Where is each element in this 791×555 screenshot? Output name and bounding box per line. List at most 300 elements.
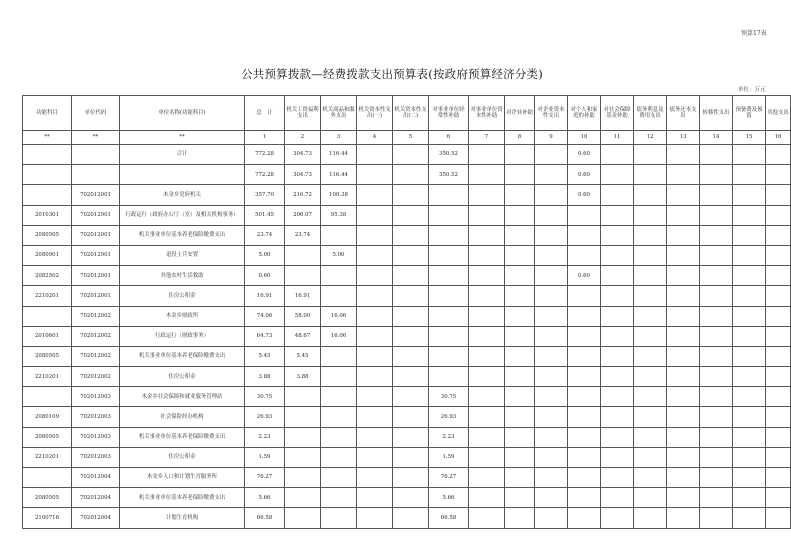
table-cell: [766, 286, 791, 306]
table-cell: 702012002: [72, 367, 120, 387]
table-cell: [733, 447, 766, 467]
table-cell: [568, 286, 601, 306]
table-cell: [733, 488, 766, 508]
table-cell: [634, 387, 667, 407]
table-cell: [429, 185, 469, 205]
table-cell: [700, 447, 733, 467]
table-cell: [285, 488, 321, 508]
table-cell: [634, 367, 667, 387]
table-cell: [568, 205, 601, 225]
table-cell: [285, 427, 321, 447]
table-cell: 0.60: [568, 145, 601, 165]
table-row: [23, 407, 791, 427]
table-cell: [601, 245, 634, 265]
table-cell: [733, 508, 766, 528]
table-cell: [321, 286, 357, 306]
column-header: 单位名称(功能科目): [120, 96, 245, 131]
table-cell: 702012002: [72, 346, 120, 366]
table-cell: [634, 245, 667, 265]
table-cell: [733, 367, 766, 387]
table-cell: [535, 266, 568, 286]
index-cell: **: [72, 131, 120, 145]
table-cell: [535, 145, 568, 165]
table-row: [23, 468, 791, 488]
table-cell: [469, 145, 505, 165]
table-cell: [535, 346, 568, 366]
table-cell: [634, 266, 667, 286]
table-cell: [357, 447, 393, 467]
table-row: [23, 185, 791, 205]
table-cell: [634, 407, 667, 427]
table-cell: [733, 185, 766, 205]
table-cell: 48.67: [285, 326, 321, 346]
table-cell: [700, 367, 733, 387]
table-cell: 772.28: [245, 165, 285, 185]
table-cell: [393, 225, 429, 245]
column-header: 机关商品和服务支出: [321, 96, 357, 131]
table-cell: [568, 468, 601, 488]
table-cell: [321, 468, 357, 488]
table-cell: 64.73: [245, 326, 285, 346]
table-row: [23, 306, 791, 326]
table-cell: [568, 488, 601, 508]
table-cell: 304.73: [285, 145, 321, 165]
table-cell: [321, 387, 357, 407]
table-cell: [667, 245, 700, 265]
table-cell: [700, 488, 733, 508]
table-cell: [733, 427, 766, 447]
table-cell: [667, 367, 700, 387]
index-cell: 12: [634, 131, 667, 145]
table-cell: [568, 346, 601, 366]
table-cell: [766, 508, 791, 528]
table-cell: 住房公积金: [120, 367, 245, 387]
table-cell: [766, 427, 791, 447]
table-cell: 木金乡社会保障和就业服务管理站: [120, 387, 245, 407]
table-cell: [634, 185, 667, 205]
table-cell: 2080505: [23, 427, 72, 447]
table-cell: [535, 185, 568, 205]
table-cell: 23.74: [285, 225, 321, 245]
table-cell: [505, 306, 535, 326]
table-cell: 2080505: [23, 488, 72, 508]
table-cell: [535, 286, 568, 306]
table-cell: [568, 245, 601, 265]
table-cell: [601, 205, 634, 225]
table-row: [23, 387, 791, 407]
table-cell: [321, 407, 357, 427]
table-row: [23, 165, 791, 185]
table-cell: [733, 165, 766, 185]
table-cell: [321, 367, 357, 387]
table-cell: 26.93: [429, 407, 469, 427]
table-cell: [23, 145, 72, 165]
table-cell: [766, 225, 791, 245]
table-cell: [700, 468, 733, 488]
budget-table: [22, 95, 791, 529]
column-header: 对社会保障基金补助: [601, 96, 634, 131]
table-cell: 702012004: [72, 468, 120, 488]
table-cell: 2082502: [23, 266, 72, 286]
index-cell: 14: [700, 131, 733, 145]
table-cell: [469, 488, 505, 508]
index-cell: 16: [766, 131, 791, 145]
table-cell: [535, 225, 568, 245]
table-cell: [72, 165, 120, 185]
table-cell: [667, 447, 700, 467]
table-cell: [429, 346, 469, 366]
column-header: 对事业单位经常性补助: [429, 96, 469, 131]
index-cell: 13: [667, 131, 700, 145]
table-cell: 702012003: [72, 387, 120, 407]
table-cell: [321, 488, 357, 508]
index-cell: 2: [285, 131, 321, 145]
column-header: 其他支出: [766, 96, 791, 131]
table-cell: 2080505: [23, 346, 72, 366]
table-cell: 116.44: [321, 165, 357, 185]
table-cell: [429, 306, 469, 326]
table-cell: [393, 326, 429, 346]
table-row: [23, 346, 791, 366]
table-cell: [120, 165, 245, 185]
table-cell: [667, 346, 700, 366]
table-cell: 木金乡党府机关: [120, 185, 245, 205]
table-cell: [393, 145, 429, 165]
table-cell: 5.45: [245, 346, 285, 366]
table-cell: [535, 488, 568, 508]
table-cell: [429, 245, 469, 265]
table-cell: [357, 326, 393, 346]
table-cell: [700, 306, 733, 326]
table-cell: 16.91: [285, 286, 321, 306]
table-cell: 702012001: [72, 205, 120, 225]
table-cell: 30.75: [429, 387, 469, 407]
table-cell: 5.45: [285, 346, 321, 366]
table-cell: [505, 165, 535, 185]
table-row: [23, 145, 791, 165]
table-cell: 社会保险经办机构: [120, 407, 245, 427]
table-cell: 2.23: [429, 427, 469, 447]
table-cell: [321, 346, 357, 366]
table-cell: 2210201: [23, 367, 72, 387]
table-cell: [700, 286, 733, 306]
table-cell: 26.93: [245, 407, 285, 427]
table-cell: [766, 266, 791, 286]
table-cell: 2210201: [23, 286, 72, 306]
column-header: 机关资本性支出(二): [393, 96, 429, 131]
table-cell: 2010301: [23, 205, 72, 225]
table-cell: 16.06: [321, 326, 357, 346]
table-cell: [766, 165, 791, 185]
table-cell: 702012003: [72, 427, 120, 447]
table-cell: [601, 508, 634, 528]
table-row: [23, 488, 791, 508]
table-cell: [505, 508, 535, 528]
table-cell: [505, 205, 535, 225]
table-cell: [393, 387, 429, 407]
table-cell: [733, 407, 766, 427]
table-cell: [429, 367, 469, 387]
table-cell: [285, 468, 321, 488]
table-cell: [601, 387, 634, 407]
table-cell: [667, 165, 700, 185]
column-header: 预备费及预留: [733, 96, 766, 131]
table-cell: [667, 185, 700, 205]
table-cell: [535, 306, 568, 326]
table-cell: [601, 306, 634, 326]
table-cell: [357, 488, 393, 508]
table-cell: [733, 245, 766, 265]
table-cell: 702012001: [72, 225, 120, 245]
table-cell: [469, 508, 505, 528]
table-cell: 16.06: [321, 306, 357, 326]
table-cell: [23, 165, 72, 185]
table-cell: 5.66: [245, 488, 285, 508]
table-cell: [469, 346, 505, 366]
table-cell: [700, 225, 733, 245]
table-cell: [357, 266, 393, 286]
table-cell: [23, 306, 72, 326]
table-cell: [469, 266, 505, 286]
table-cell: [766, 468, 791, 488]
table-cell: [393, 367, 429, 387]
table-cell: [505, 346, 535, 366]
table-cell: [601, 286, 634, 306]
table-cell: [667, 326, 700, 346]
table-cell: 机关事业单位基本养老保险缴费支出: [120, 346, 245, 366]
table-cell: [733, 205, 766, 225]
table-cell: [505, 468, 535, 488]
table-cell: 702012004: [72, 488, 120, 508]
table-cell: [700, 165, 733, 185]
table-cell: [357, 367, 393, 387]
table-cell: [505, 145, 535, 165]
table-cell: [357, 286, 393, 306]
table-cell: [568, 427, 601, 447]
table-cell: [535, 367, 568, 387]
table-cell: [23, 468, 72, 488]
table-cell: [505, 447, 535, 467]
table-cell: [393, 447, 429, 467]
table-cell: [505, 407, 535, 427]
table-cell: [568, 225, 601, 245]
table-cell: [667, 488, 700, 508]
table-cell: [357, 387, 393, 407]
table-cell: 2100716: [23, 508, 72, 528]
table-row: [23, 427, 791, 447]
index-cell: 4: [357, 131, 393, 145]
table-row: [23, 245, 791, 265]
table-cell: 702012001: [72, 185, 120, 205]
table-cell: [321, 447, 357, 467]
table-cell: [321, 508, 357, 528]
table-row: [23, 225, 791, 245]
table-cell: [393, 286, 429, 306]
table-cell: [766, 387, 791, 407]
table-cell: [535, 468, 568, 488]
table-cell: [429, 286, 469, 306]
table-cell: [357, 165, 393, 185]
table-cell: [357, 508, 393, 528]
table-cell: [766, 367, 791, 387]
table-cell: [285, 447, 321, 467]
table-cell: [667, 205, 700, 225]
table-cell: [285, 508, 321, 528]
table-cell: [393, 185, 429, 205]
table-cell: 5.00: [321, 245, 357, 265]
column-header: 对企业资本性支出: [535, 96, 568, 131]
table-cell: [634, 205, 667, 225]
table-cell: [469, 468, 505, 488]
table-cell: 350.52: [429, 165, 469, 185]
table-cell: 100.38: [321, 185, 357, 205]
table-cell: 216.72: [285, 185, 321, 205]
table-cell: [535, 508, 568, 528]
table-cell: 206.07: [285, 205, 321, 225]
table-cell: [429, 326, 469, 346]
index-cell: **: [23, 131, 72, 145]
table-cell: [505, 326, 535, 346]
index-cell: 9: [535, 131, 568, 145]
table-cell: [601, 367, 634, 387]
table-cell: [321, 427, 357, 447]
table-cell: [733, 286, 766, 306]
table-cell: [766, 145, 791, 165]
table-cell: [634, 488, 667, 508]
table-cell: [505, 488, 535, 508]
table-cell: [357, 306, 393, 326]
table-cell: 0.60: [568, 165, 601, 185]
table-cell: 30.75: [245, 387, 285, 407]
table-cell: [700, 508, 733, 528]
table-cell: 1.59: [245, 447, 285, 467]
table-cell: [667, 286, 700, 306]
table-cell: [535, 165, 568, 185]
table-cell: 66.58: [429, 508, 469, 528]
table-cell: [568, 326, 601, 346]
table-cell: [700, 205, 733, 225]
table-cell: [601, 407, 634, 427]
table-cell: [505, 266, 535, 286]
column-header: 转移性支出: [700, 96, 733, 131]
table-cell: 计划生育机构: [120, 508, 245, 528]
table-cell: [393, 306, 429, 326]
table-cell: [601, 488, 634, 508]
table-cell: [393, 407, 429, 427]
table-cell: [505, 286, 535, 306]
table-cell: 501.45: [245, 205, 285, 225]
table-cell: [469, 447, 505, 467]
table-cell: [601, 266, 634, 286]
table-cell: [601, 165, 634, 185]
column-header: 总 计: [245, 96, 285, 131]
table-cell: [601, 346, 634, 366]
table-cell: 16.91: [245, 286, 285, 306]
column-header: 对企业补助: [505, 96, 535, 131]
table-cell: [667, 407, 700, 427]
table-cell: 3.88: [285, 367, 321, 387]
table-cell: [700, 145, 733, 165]
table-cell: [393, 205, 429, 225]
index-cell: 10: [568, 131, 601, 145]
table-cell: [535, 245, 568, 265]
table-cell: [601, 225, 634, 245]
table-cell: [766, 346, 791, 366]
table-cell: [469, 245, 505, 265]
table-cell: [634, 286, 667, 306]
table-cell: [23, 185, 72, 205]
table-cell: [357, 205, 393, 225]
table-cell: [667, 508, 700, 528]
table-cell: [568, 447, 601, 467]
table-cell: 2010601: [23, 326, 72, 346]
table-cell: [634, 145, 667, 165]
table-cell: 702012001: [72, 245, 120, 265]
table-cell: [357, 407, 393, 427]
table-cell: 357.70: [245, 185, 285, 205]
table-cell: [535, 447, 568, 467]
table-cell: 66.58: [245, 508, 285, 528]
table-cell: [733, 387, 766, 407]
table-cell: [429, 266, 469, 286]
index-cell: 15: [733, 131, 766, 145]
table-cell: [72, 145, 120, 165]
index-cell: 8: [505, 131, 535, 145]
table-cell: 0.60: [245, 266, 285, 286]
table-cell: [393, 346, 429, 366]
table-cell: 702012003: [72, 407, 120, 427]
table-cell: [321, 225, 357, 245]
table-cell: [393, 488, 429, 508]
table-row: [23, 367, 791, 387]
table-cell: [634, 508, 667, 528]
table-cell: 772.28: [245, 145, 285, 165]
table-cell: 机关事业单位基本养老保险缴费支出: [120, 427, 245, 447]
table-cell: [601, 427, 634, 447]
table-cell: [766, 245, 791, 265]
table-cell: [766, 488, 791, 508]
table-cell: [429, 205, 469, 225]
table-cell: 95.38: [321, 205, 357, 225]
table-cell: 5.66: [429, 488, 469, 508]
column-header: 功能科目: [23, 96, 72, 131]
column-header: 对个人和家庭的补助: [568, 96, 601, 131]
table-cell: [733, 468, 766, 488]
table-cell: [700, 185, 733, 205]
table-cell: [357, 245, 393, 265]
table-cell: [429, 225, 469, 245]
table-cell: [469, 367, 505, 387]
table-cell: [469, 165, 505, 185]
table-cell: [667, 468, 700, 488]
table-cell: 机关事业单位基本养老保险缴费支出: [120, 488, 245, 508]
table-cell: 2210201: [23, 447, 72, 467]
table-cell: [469, 306, 505, 326]
table-cell: [469, 286, 505, 306]
table-cell: [634, 306, 667, 326]
table-cell: 116.44: [321, 145, 357, 165]
table-cell: [469, 427, 505, 447]
table-cell: 行政运行（财政事务）: [120, 326, 245, 346]
table-cell: [667, 427, 700, 447]
table-cell: [505, 367, 535, 387]
table-cell: [285, 387, 321, 407]
table-cell: 行政运行（政府办公厅（室）及相关机构事务）: [120, 205, 245, 225]
column-header: 债务还本支出: [667, 96, 700, 131]
table-cell: [634, 427, 667, 447]
table-cell: [568, 367, 601, 387]
table-cell: [700, 326, 733, 346]
